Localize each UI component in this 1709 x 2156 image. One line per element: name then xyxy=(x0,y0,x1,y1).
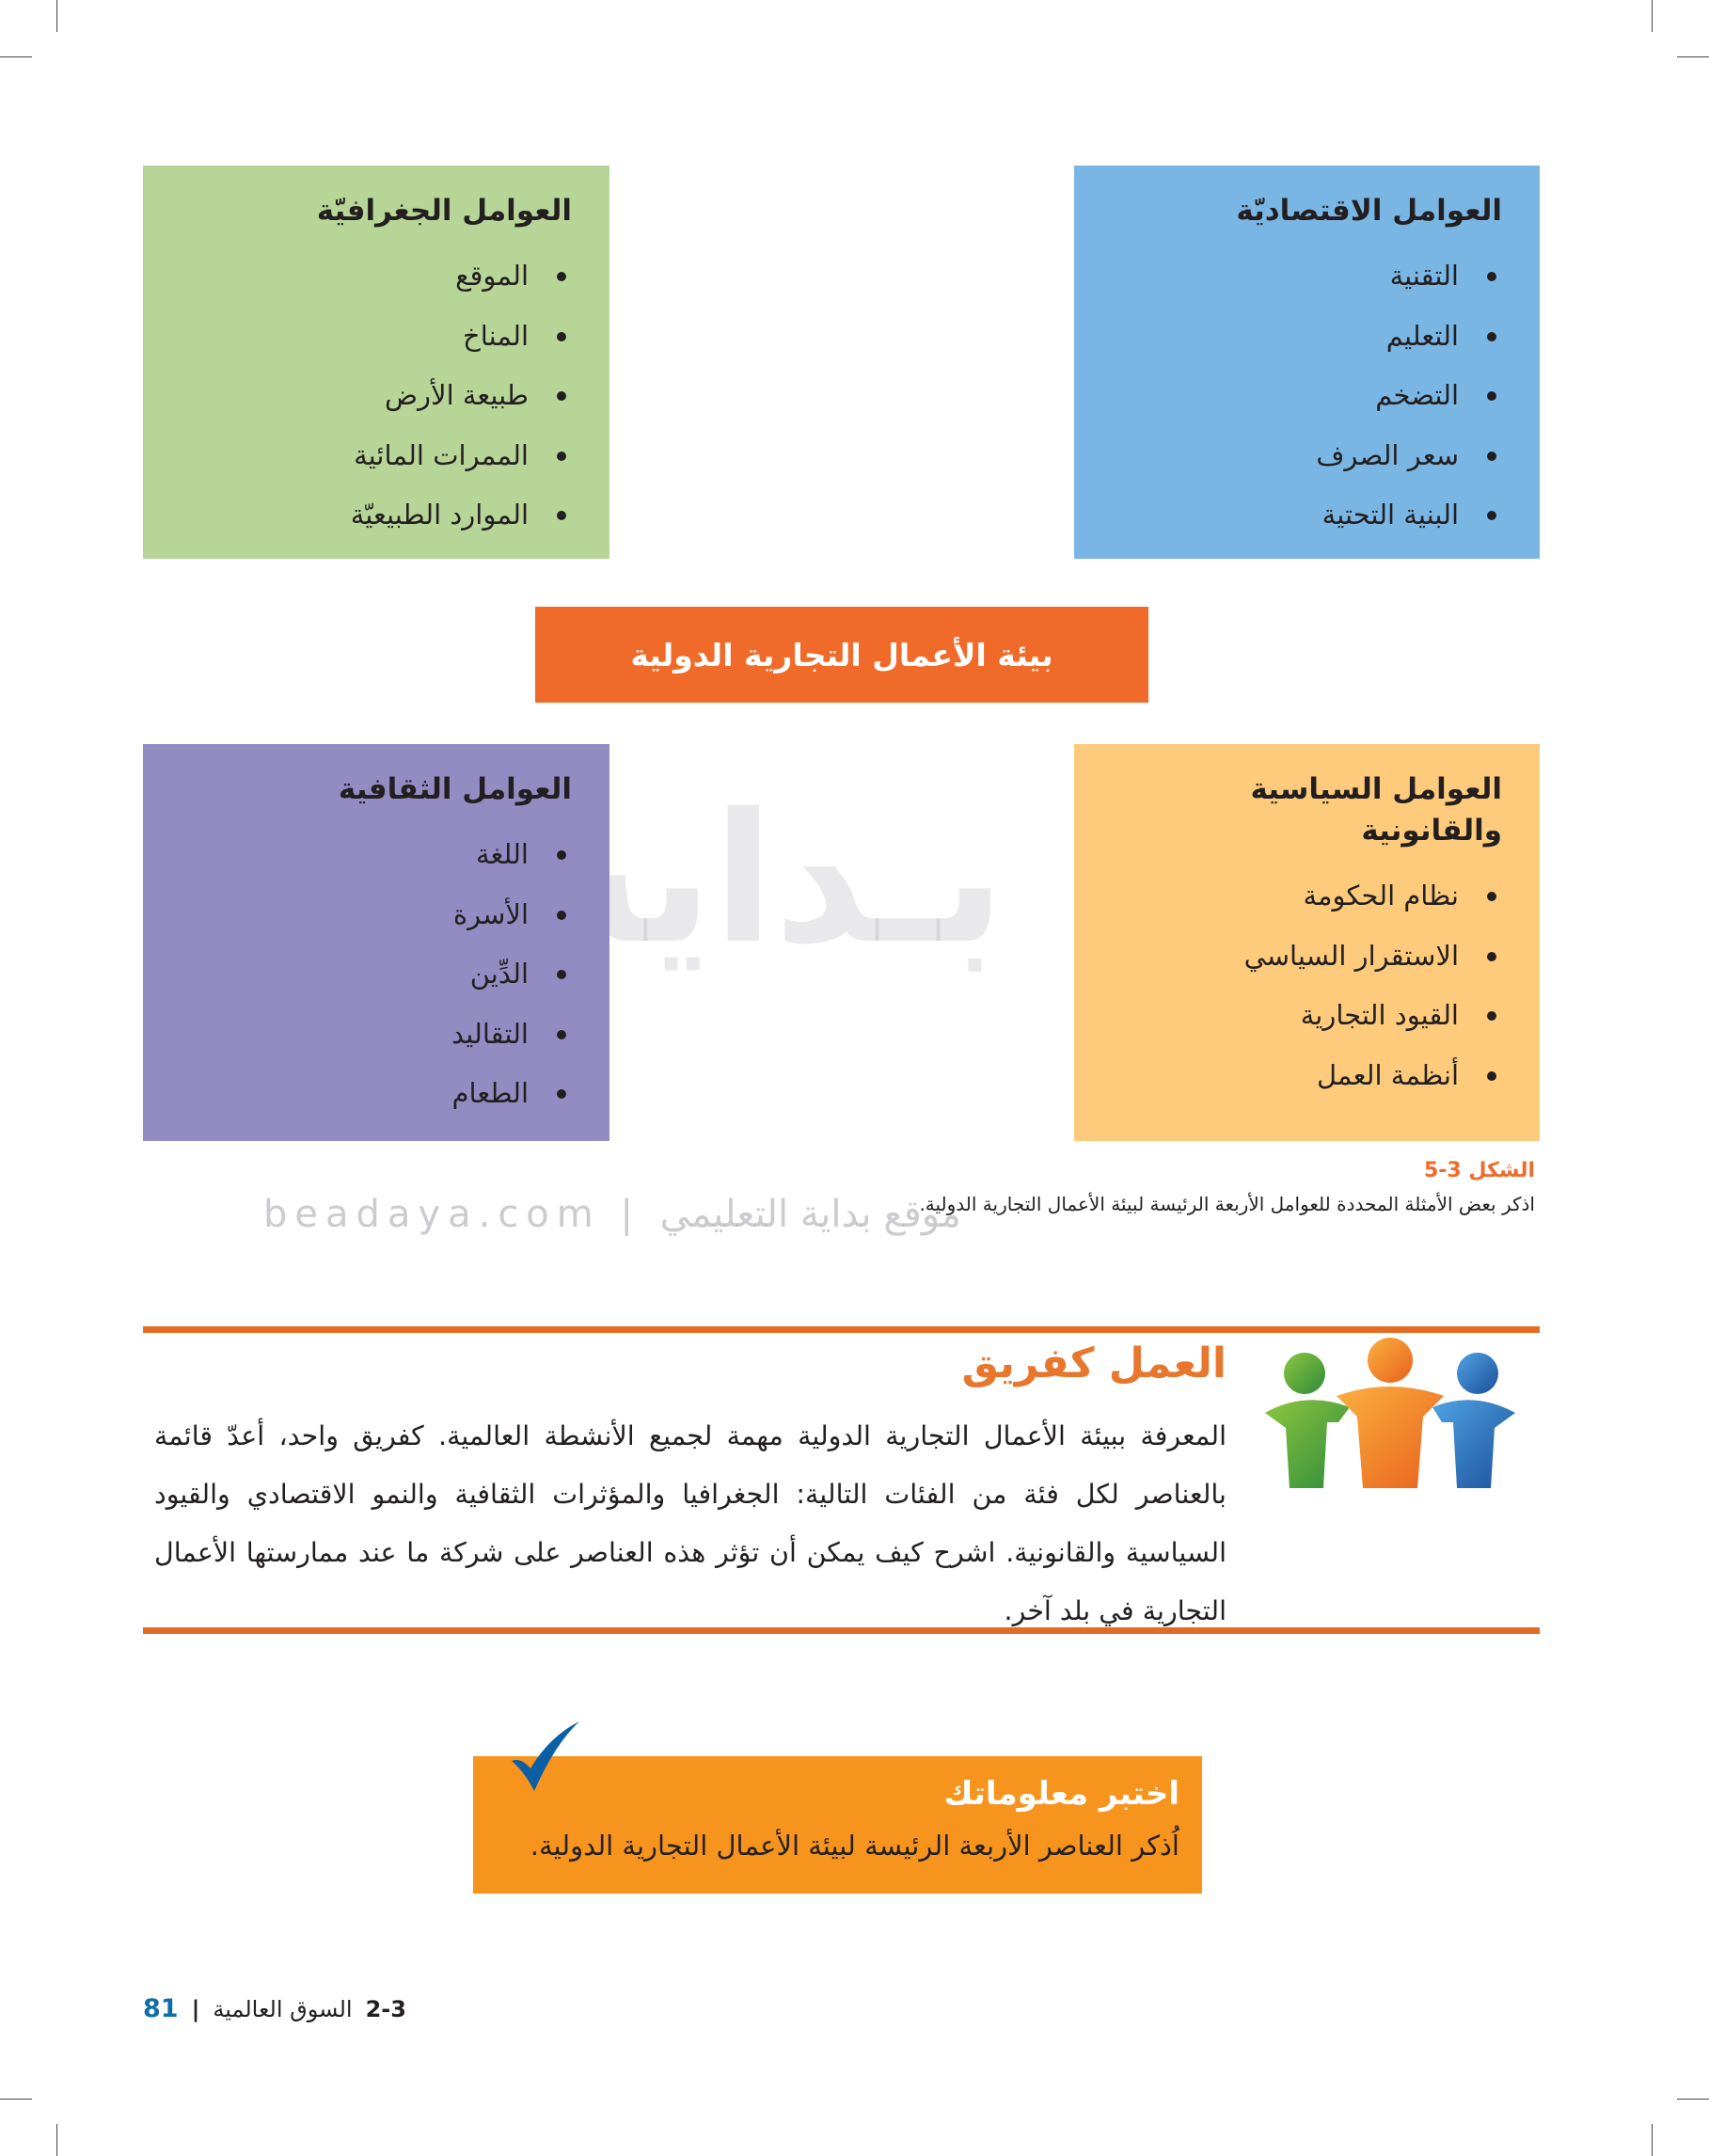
section-divider xyxy=(143,1627,1540,1634)
checkmark-icon xyxy=(508,1720,583,1795)
bullet-icon xyxy=(1487,391,1496,401)
list-item xyxy=(181,426,572,486)
list-item xyxy=(1112,1046,1502,1106)
political-factors-title: العوامل السياسية والقانونية xyxy=(1250,772,1502,848)
list-item xyxy=(1112,246,1502,307)
center-banner xyxy=(535,607,1148,703)
team-icon xyxy=(1258,1338,1521,1498)
economic-factors-box xyxy=(1074,166,1540,559)
list-item-label: الأسرة xyxy=(452,897,529,930)
list-item-label: القيود التجارية xyxy=(1300,999,1459,1031)
bullet-icon xyxy=(557,911,566,920)
watermark-url: beadaya.com | موقع بداية التعليمي xyxy=(263,1193,961,1236)
cultural-factors-title: العوامل الثقافية xyxy=(338,772,572,806)
bullet-icon xyxy=(1487,892,1496,901)
political-factors-list xyxy=(1112,866,1502,1105)
crop-mark xyxy=(1677,56,1709,57)
watermark-logo: بـداية xyxy=(537,775,1005,983)
bullet-icon xyxy=(557,850,566,860)
bullet-icon xyxy=(557,272,566,281)
list-item xyxy=(181,825,572,885)
bullet-icon xyxy=(557,970,566,979)
team-work-title: العمل كفريق xyxy=(961,1340,1226,1387)
list-item xyxy=(1112,485,1502,546)
section-divider xyxy=(143,1326,1540,1333)
list-item-label: اللغة xyxy=(475,838,529,870)
figure-caption: اذكر بعض الأمثلة المحددة للعوامل الأربعة الرئيسة لبيئة الأعمال التجارية الدولية. xyxy=(919,1193,1535,1215)
list-item xyxy=(181,944,572,1005)
list-item xyxy=(1112,366,1502,426)
list-item-label: التعليم xyxy=(1385,319,1459,352)
political-factors-box xyxy=(1074,744,1540,1141)
bullet-icon xyxy=(557,1089,566,1099)
bullet-icon xyxy=(557,332,566,341)
list-item-label: سعر الصرف xyxy=(1316,438,1459,471)
bullet-icon xyxy=(1487,332,1496,341)
list-item xyxy=(181,1064,572,1124)
list-item xyxy=(1112,986,1502,1046)
bullet-icon xyxy=(1487,511,1496,520)
economic-factors-list xyxy=(1112,246,1502,546)
list-item-label: الموارد الطبيعيّة xyxy=(350,499,529,531)
bullet-icon xyxy=(1487,452,1496,461)
chapter-number: 2-3 xyxy=(365,1995,406,2022)
crop-mark xyxy=(56,2124,57,2156)
list-item xyxy=(181,885,572,945)
chapter-title: السوق العالمية xyxy=(213,1995,353,2022)
list-item xyxy=(1112,307,1502,367)
economic-factors-title: العوامل الاقتصاديّة xyxy=(1236,194,1502,228)
list-item-label: الطعام xyxy=(451,1077,529,1109)
bullet-icon xyxy=(557,1030,566,1039)
center-banner-label: بيئة الأعمال التجارية الدولية xyxy=(630,636,1053,674)
list-item xyxy=(1112,426,1502,486)
cultural-factors-box xyxy=(143,744,609,1141)
bullet-icon xyxy=(557,511,566,520)
list-item xyxy=(181,246,572,307)
list-item xyxy=(181,366,572,426)
list-item-label: الممرات المائية xyxy=(354,438,529,471)
list-item-label: الاستقرار السياسي xyxy=(1243,939,1459,972)
figure-number: الشكل 3-5 xyxy=(1423,1159,1535,1182)
list-item xyxy=(181,1005,572,1065)
geographic-factors-list xyxy=(181,246,572,546)
list-item-label: أنظمة العمل xyxy=(1316,1058,1459,1091)
bullet-icon xyxy=(557,391,566,401)
list-item xyxy=(1112,927,1502,987)
list-item-label: التقنية xyxy=(1389,260,1459,292)
list-item xyxy=(181,485,572,546)
cultural-factors-list xyxy=(181,825,572,1124)
bullet-icon xyxy=(1487,1011,1496,1021)
team-work-body: المعرفة ببيئة الأعمال التجارية الدولية مهمة لجميع الأنشطة العالمية. كفريق واحد، أعدّ قائمة بالعناصر لكل فئة من الفئات التالية: الجغرافيا والمؤثرات الثقافية والنمو الاقتصادي والقيود السياسية والقانونية. اشرح كيف يمكن أن تؤثر هذه العناصر على شركة ما عند ممارستها الأعمال التجارية في بلد آخر. xyxy=(154,1420,1226,1626)
crop-mark xyxy=(1652,0,1653,32)
page-number: 81 xyxy=(143,1994,179,2023)
bullet-icon xyxy=(1487,952,1496,961)
list-item-label: المناخ xyxy=(463,319,529,352)
page-footer xyxy=(143,1994,406,2023)
geographic-factors-title: العوامل الجغرافيّة xyxy=(316,194,572,228)
geographic-factors-box xyxy=(143,166,609,559)
list-item-label: التضخم xyxy=(1375,379,1459,411)
list-item-label: طبيعة الأرض xyxy=(384,379,529,411)
bullet-icon xyxy=(557,452,566,461)
quiz-title: اختبر معلوماتك xyxy=(943,1775,1179,1813)
list-item-label: الدِّين xyxy=(469,958,529,990)
crop-mark xyxy=(1677,2099,1709,2100)
crop-mark xyxy=(56,0,57,32)
bullet-icon xyxy=(1487,1071,1496,1081)
list-item xyxy=(181,307,572,367)
footer-separator: | xyxy=(191,1995,200,2022)
crop-mark xyxy=(0,56,32,57)
list-item xyxy=(1112,866,1502,927)
list-item-label: الموقع xyxy=(455,260,529,292)
list-item-label: التقاليد xyxy=(451,1017,529,1050)
quiz-question: اُذكر العناصر الأربعة الرئيسة لبيئة الأعمال التجارية الدولية. xyxy=(530,1830,1179,1862)
list-item-label: نظام الحكومة xyxy=(1303,880,1459,912)
crop-mark xyxy=(1652,2124,1653,2156)
list-item-label: البنية التحتية xyxy=(1321,499,1459,531)
bullet-icon xyxy=(1487,272,1496,281)
crop-mark xyxy=(0,2099,32,2100)
